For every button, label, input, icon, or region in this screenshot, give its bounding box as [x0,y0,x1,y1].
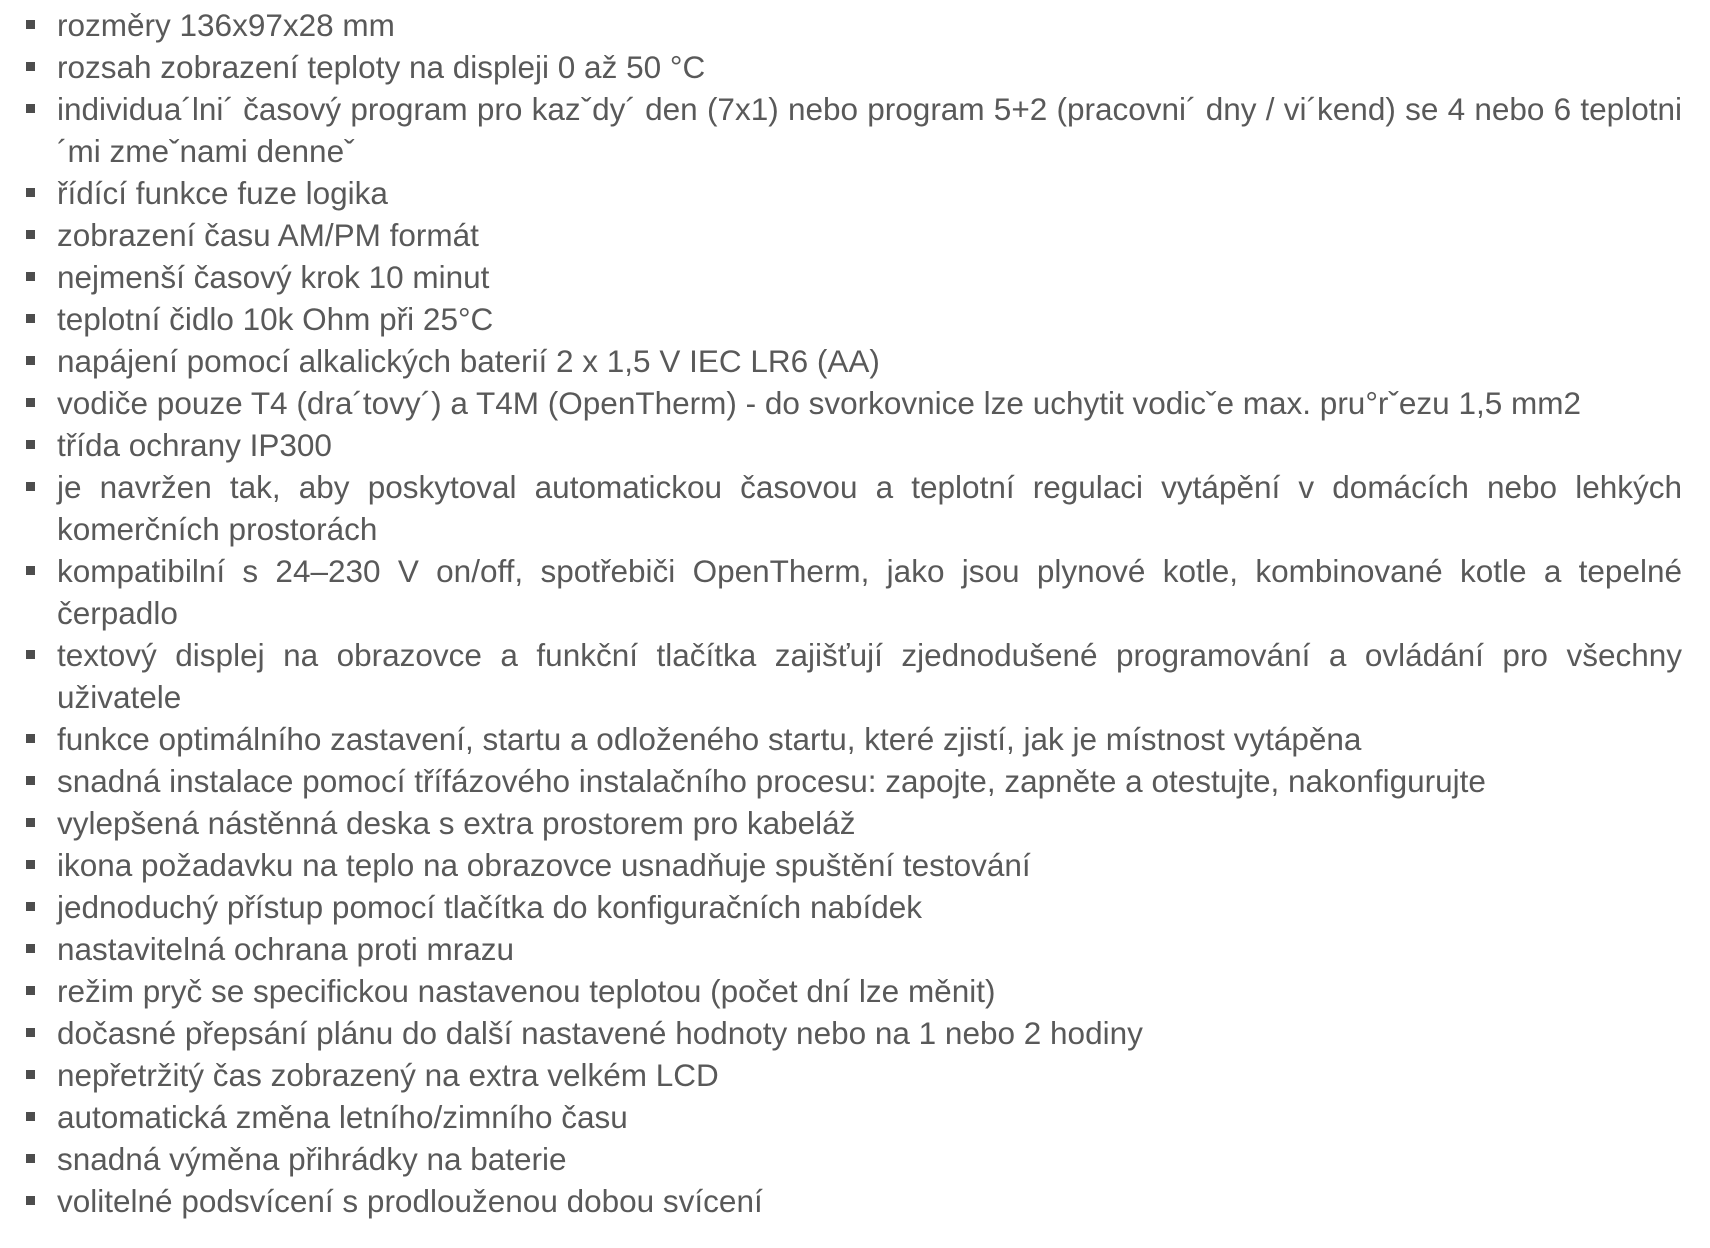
list-item-text: vylepšená nástěnná deska s extra prostorem pro kabeláž [57,805,856,841]
list-item [20,844,1682,886]
list-item [20,340,1682,382]
list-item [20,298,1682,340]
list-item [20,424,1682,466]
square-bullet-icon [26,272,35,281]
list-item [20,1096,1682,1138]
list-item [20,382,1682,424]
list-item [20,928,1682,970]
list-item [20,886,1682,928]
list-item-text: automatická změna letního/zimního času [57,1099,628,1135]
list-item [20,1180,1682,1222]
list-item-text: vodiče pouze T4 (dra´tovy´) a T4M (OpenTherm) - do svorkovnice lze uchytit vodicˇe max. pru°rˇezu 1,5 mm2 [57,385,1581,421]
list-item-text: textový displej na obrazovce a funkční tlačítka zajišťují zjednodušené programování a ovládání pro všechny uživatele [57,637,1682,715]
square-bullet-icon [26,398,35,407]
list-item-text: zobrazení času AM/PM formát [57,217,479,253]
square-bullet-icon [26,818,35,827]
list-item-text: dočasné přepsání plánu do další nastavené hodnoty nebo na 1 nebo 2 hodiny [57,1015,1143,1051]
square-bullet-icon [26,62,35,71]
list-item [20,970,1682,1012]
list-item-text: kompatibilní s 24–230 V on/off, spotřebiči OpenTherm, jako jsou plynové kotle, kombinované kotle a tepelné čerpadlo [57,553,1682,631]
list-item-text: nastavitelná ochrana proti mrazu [57,931,514,967]
square-bullet-icon [26,20,35,29]
square-bullet-icon [26,1028,35,1037]
list-item [20,256,1682,298]
square-bullet-icon [26,902,35,911]
list-item-text: nepřetržitý čas zobrazený na extra velkém LCD [57,1057,719,1093]
square-bullet-icon [26,188,35,197]
list-item-text: snadná instalace pomocí třífázového instalačního procesu: zapojte, zapněte a otestujte, nakonfigurujte [57,763,1486,799]
list-item [20,550,1682,634]
list-item-text: je navržen tak, aby poskytoval automatickou časovou a teplotní regulaci vytápění v domácích nebo lehkých komerčních prostorách [57,469,1682,547]
list-item [20,1054,1682,1096]
list-item [20,214,1682,256]
square-bullet-icon [26,440,35,449]
square-bullet-icon [26,314,35,323]
list-item-text: snadná výměna přihrádky na baterie [57,1141,567,1177]
list-item-text: ikona požadavku na teplo na obrazovce usnadňuje spuštění testování [57,847,1031,883]
list-item [20,1138,1682,1180]
list-item [20,802,1682,844]
square-bullet-icon [26,734,35,743]
list-item [20,634,1682,718]
square-bullet-icon [26,1196,35,1205]
list-item [20,4,1682,46]
square-bullet-icon [26,1070,35,1079]
square-bullet-icon [26,482,35,491]
square-bullet-icon [26,230,35,239]
square-bullet-icon [26,776,35,785]
list-item [20,760,1682,802]
list-item-text: třída ochrany IP300 [57,427,332,463]
list-item-text: rozsah zobrazení teploty na displeji 0 až 50 °C [57,49,706,85]
square-bullet-icon [26,944,35,953]
list-item [20,466,1682,550]
square-bullet-icon [26,356,35,365]
square-bullet-icon [26,104,35,113]
square-bullet-icon [26,1112,35,1121]
list-item-text: teplotní čidlo 10k Ohm při 25°C [57,301,494,337]
square-bullet-icon [26,986,35,995]
list-item-text: funkce optimálního zastavení, startu a odloženého startu, které zjistí, jak je místnost vytápěna [57,721,1362,757]
list-item [20,46,1682,88]
list-item-text: volitelné podsvícení s prodlouženou dobou svícení [57,1183,763,1219]
list-item [20,718,1682,760]
list-item-text: řídící funkce fuze logika [57,175,388,211]
list-item-text: nejmenší časový krok 10 minut [57,259,490,295]
square-bullet-icon [26,1154,35,1163]
square-bullet-icon [26,860,35,869]
list-item [20,172,1682,214]
list-item-text: napájení pomocí alkalických baterií 2 x 1,5 V IEC LR6 (AA) [57,343,880,379]
list-item-text: jednoduchý přístup pomocí tlačítka do konfiguračních nabídek [57,889,923,925]
square-bullet-icon [26,650,35,659]
list-item-text: rozměry 136x97x28 mm [57,7,395,43]
list-item-text: režim pryč se specifickou nastavenou teplotou (počet dní lze měnit) [57,973,996,1009]
feature-list [20,4,1682,1222]
list-item [20,1012,1682,1054]
square-bullet-icon [26,566,35,575]
list-item [20,88,1682,172]
list-item-text: individua´lni´ časový program pro kazˇdy´ den (7x1) nebo program 5+2 (pracovni´ dny / vi´kend) se 4 nebo 6 teplotni´mi zmeˇnami denneˇ [57,91,1682,169]
